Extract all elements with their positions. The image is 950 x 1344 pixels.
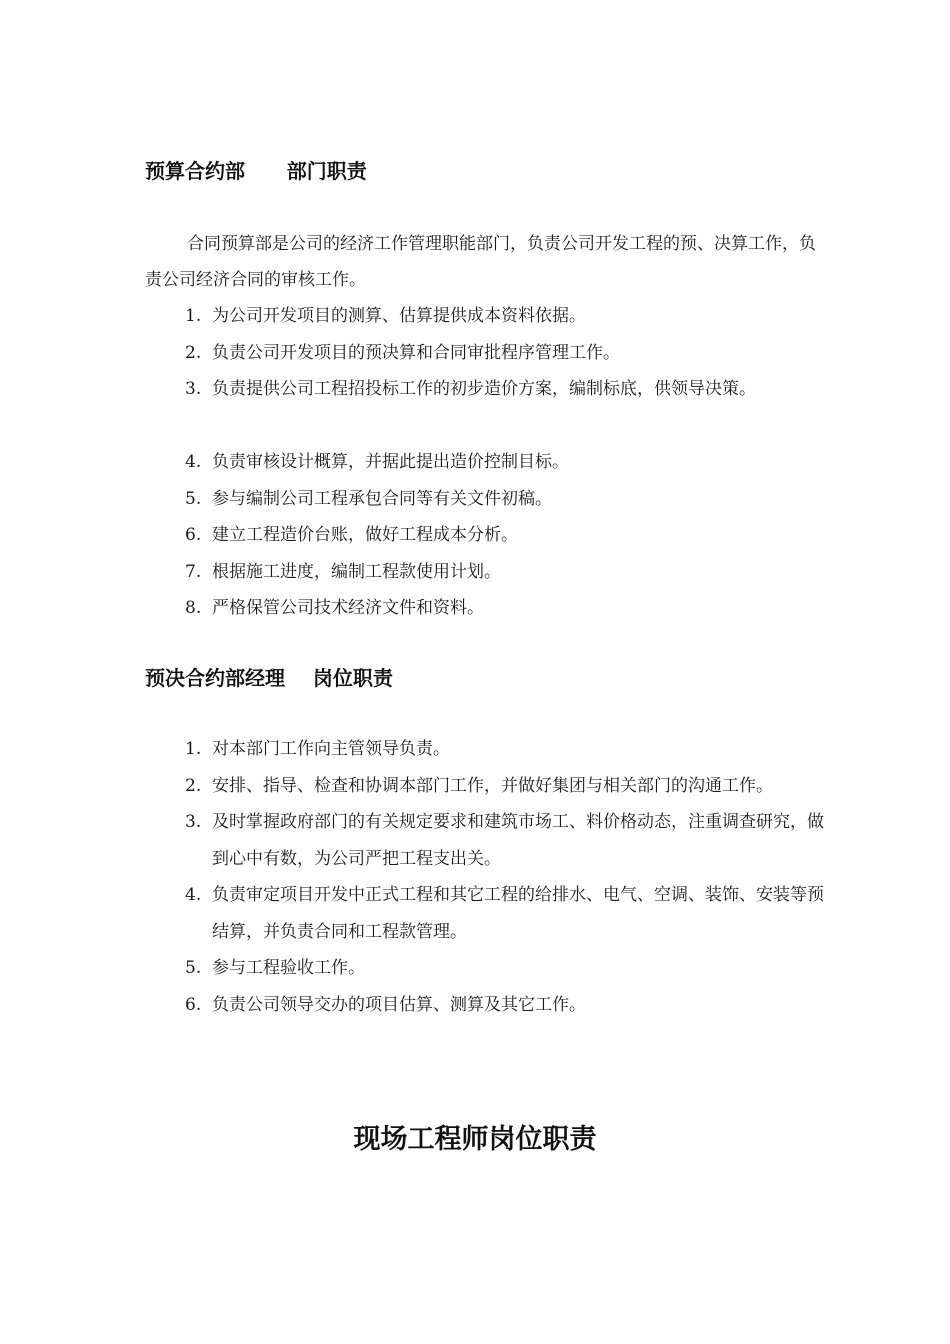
list-item bbox=[0, 335, 828, 372]
intro-text: 合同预算部是公司的经济工作管理职能部门，负责公司开发工程的预、决算工作，负责公司经济合同的审核工作。 bbox=[145, 234, 816, 290]
list-item-text: 负责提供公司工程招投标工作的初步造价方案，编制标底，供领导决策。 bbox=[212, 379, 756, 399]
list-item bbox=[0, 371, 828, 408]
section-heading-manager: 预决合约部经理 岗位职责 bbox=[145, 666, 393, 690]
list-item bbox=[0, 877, 828, 950]
list-item-number: 3. bbox=[185, 379, 202, 399]
list-item-text: 严格保管公司技术经济文件和资料。 bbox=[212, 598, 484, 618]
list-item bbox=[0, 590, 828, 627]
list-item bbox=[0, 804, 828, 877]
list-item bbox=[0, 950, 828, 987]
list-item-text: 负责公司开发项目的预决算和合同审批程序管理工作。 bbox=[212, 342, 620, 363]
list-item bbox=[0, 444, 828, 481]
list-item-text: 参与编制公司工程承包合同等有关文件初稿。 bbox=[212, 488, 552, 509]
list-item-text: 安排、指导、检查和协调本部门工作，并做好集团与相关部门的沟通工作。 bbox=[212, 775, 773, 796]
list-item bbox=[0, 298, 828, 335]
list-item-number: 6. bbox=[185, 994, 202, 1015]
list-item-number: 8. bbox=[185, 598, 202, 618]
list-item-text: 负责审核设计概算，并据此提出造价控制目标。 bbox=[212, 452, 569, 472]
list-item-text: 及时掌握政府部门的有关规定要求和建筑市场工、料价格动态，注重调查研究，做到心中有数，为公司严把工程支出关。 bbox=[212, 812, 824, 869]
list-item-text: 对本部门工作向主管领导负责。 bbox=[212, 739, 450, 759]
list-item-number: 7. bbox=[185, 561, 202, 582]
list-item bbox=[0, 517, 828, 554]
list-item-number: 2. bbox=[185, 342, 202, 363]
list-item-text: 负责审定项目开发中正式工程和其它工程的给排水、电气、空调、装饰、安装等预结算，并负责合同和工程款管理。 bbox=[212, 885, 824, 942]
list-item-number: 1. bbox=[185, 739, 202, 759]
section-heading-budget-dept: 预算合约部 部门职责 bbox=[145, 159, 367, 183]
manager-duties-list bbox=[0, 731, 950, 1023]
dept-duties-list-b bbox=[0, 444, 950, 627]
list-item-number: 4. bbox=[185, 885, 202, 905]
list-item-text: 负责公司领导交办的项目估算、测算及其它工作。 bbox=[212, 994, 586, 1015]
list-item bbox=[0, 481, 828, 518]
list-item-text: 为公司开发项目的测算、估算提供成本资料依据。 bbox=[212, 306, 586, 326]
list-item-number: 4. bbox=[185, 452, 202, 472]
list-item bbox=[0, 768, 828, 805]
page-title-site-engineer: 现场工程师岗位职责 bbox=[353, 1124, 597, 1155]
list-item bbox=[0, 987, 828, 1024]
list-item-number: 1. bbox=[185, 306, 202, 326]
list-item-number: 3. bbox=[185, 812, 202, 832]
list-item-number: 5. bbox=[185, 958, 202, 978]
list-item-number: 6. bbox=[185, 525, 202, 545]
list-item-number: 2. bbox=[185, 775, 202, 796]
list-item-number: 5. bbox=[185, 488, 202, 509]
section-intro-paragraph bbox=[145, 226, 825, 298]
dept-duties-list-a bbox=[0, 298, 950, 408]
list-item bbox=[0, 554, 828, 591]
list-item-text: 根据施工进度，编制工程款使用计划。 bbox=[212, 561, 501, 582]
list-item-text: 建立工程造价台账，做好工程成本分析。 bbox=[212, 525, 518, 545]
list-item-text: 参与工程验收工作。 bbox=[212, 958, 365, 978]
list-item bbox=[0, 731, 828, 768]
